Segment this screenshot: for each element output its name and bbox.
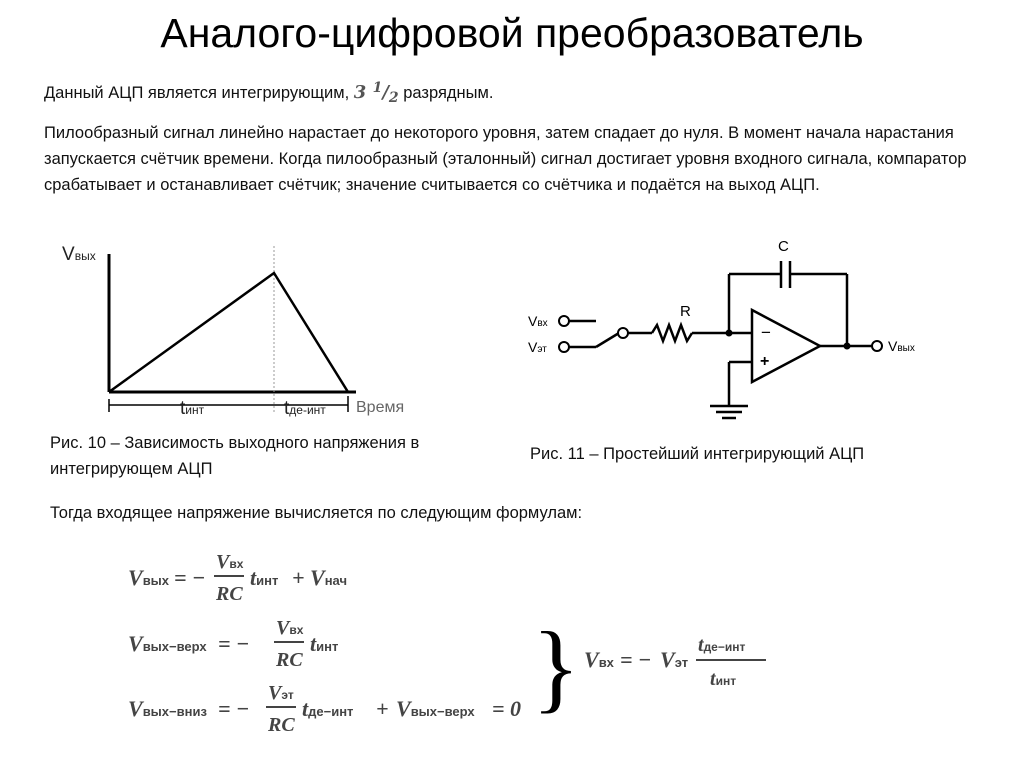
svg-text:+: + <box>376 696 389 721</box>
svg-text:Vвых−вниз: Vвых−вниз <box>128 696 207 721</box>
vout-label: Vвых <box>888 338 915 354</box>
svg-text:tде−инт: tде−инт <box>302 696 354 721</box>
svg-text:= −: = − <box>218 631 250 656</box>
svg-text:RC: RC <box>216 583 243 605</box>
svg-text:tде−инт: tде−инт <box>698 634 746 656</box>
formulas-block <box>120 540 800 750</box>
svg-text:Vвых: Vвых <box>128 565 170 590</box>
vin-terminal <box>559 316 569 326</box>
integrator-circuit <box>520 236 940 426</box>
t-de-int-label: tде-инт <box>284 398 326 419</box>
svg-text:+: + <box>292 565 305 590</box>
svg-text:RC: RC <box>268 714 295 736</box>
vin-label: Vвх <box>528 313 548 329</box>
graph-y-label: Vвых <box>62 244 96 265</box>
svg-text:Vэт: Vэт <box>268 682 294 704</box>
svg-text:tинт: tинт <box>710 668 737 690</box>
figure-11-caption: Рис. 11 – Простейший интегрирующий АЦП <box>530 445 865 463</box>
formula-result <box>584 634 766 690</box>
vref-terminal <box>559 342 569 352</box>
formula-3 <box>128 682 521 736</box>
sawtooth-signal <box>109 273 348 392</box>
svg-text:Vвых−верх: Vвых−верх <box>396 696 475 721</box>
svg-text:Vвх: Vвх <box>276 617 304 639</box>
resistor-label: R <box>680 303 691 320</box>
svg-text:tинт: tинт <box>250 565 279 590</box>
svg-text:Vвх: Vвх <box>584 647 614 672</box>
vout-terminal <box>872 341 882 351</box>
svg-text:Vвх: Vвх <box>216 551 244 573</box>
svg-text:= −: = − <box>620 647 652 672</box>
svg-text:Vвых−верх: Vвых−верх <box>128 631 207 656</box>
bit-depth-fraction: 3 $^1/_2$ <box>353 80 399 106</box>
page-title: Аналого-цифровой преобразователь <box>160 10 864 56</box>
formulas-intro: Тогда входящее напряжение вычисляется по следующим формулам: <box>50 504 583 522</box>
formula-2 <box>128 617 338 671</box>
time-axis-label: Время <box>356 399 405 416</box>
formula-1 <box>128 551 347 605</box>
opamp-plus: + <box>760 353 770 370</box>
svg-text:tинт: tинт <box>310 631 339 656</box>
svg-text:Vэт: Vэт <box>660 647 689 672</box>
figure-10-caption: Рис. 10 – Зависимость выходного напряжения в интегрирующем АЦП <box>50 434 420 478</box>
formula-brace: } <box>532 611 580 722</box>
t-int-label: tинт <box>180 398 205 419</box>
vref-label: Vэт <box>528 339 547 355</box>
description-paragraph: Пилообразный сигнал линейно нарастает до некоторого уровня, затем спадает до нуля. В момент начала нарастания запускается счётчик времени. Когда пилообразный (эталонный) сигнал достигает уровня входного сигнала, компаратор срабатывает и останавливает счётчик; значение считывается со счётчика и подаётся на выход АЦП. <box>44 124 967 194</box>
intro-text-after: разрядным. <box>403 84 494 102</box>
switch-pivot <box>618 328 628 338</box>
intro-paragraph <box>44 80 493 106</box>
svg-text:RC: RC <box>276 649 303 671</box>
svg-text:= −: = − <box>174 565 206 590</box>
integration-graph <box>50 236 430 426</box>
capacitor-label: C <box>778 238 789 255</box>
svg-text:= 0: = 0 <box>492 696 522 721</box>
svg-text:= −: = − <box>218 696 250 721</box>
intro-text-before: Данный АЦП является интегрирующим, <box>44 84 350 102</box>
svg-text:Vнач: Vнач <box>310 565 347 590</box>
opamp-minus: − <box>761 323 771 342</box>
